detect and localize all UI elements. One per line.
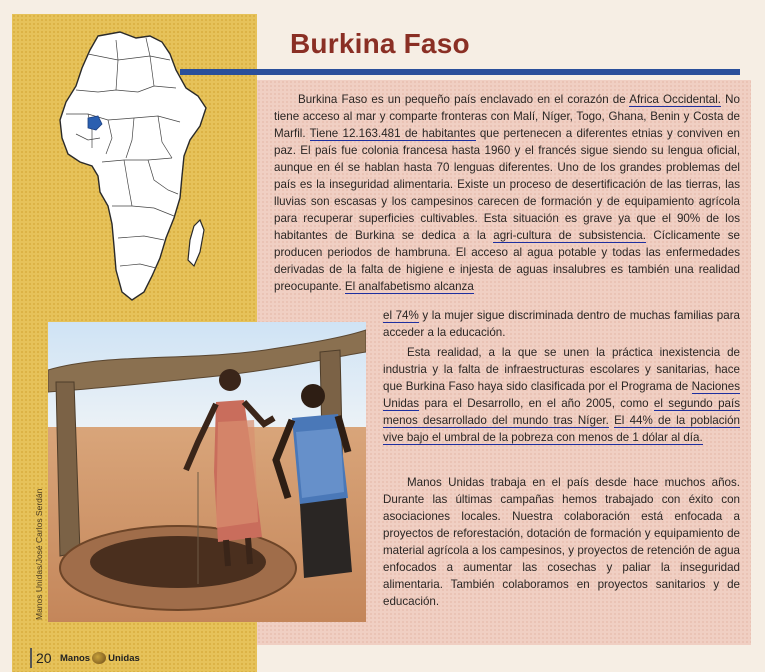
africa-map-icon [58,30,208,302]
p4-text: Manos Unidas trabaja en el país desde hace muchos años. Durante las últimas campañas hemos trabajado con éxito con asociaciones locales. Nuestra colaboración está enfocada a proyectos de reforestación, dotación de formación y equipamiento de material agrícola a los campesinos, y proyectos de retención de agua enfocados a aumentar las cosechas y paliar la inseguridad alimentaria. También colaboramos en proyectos sanitarios y de educación. [383,476,740,608]
madagascar-outline [188,220,204,266]
title-rule [180,69,740,75]
logo-text-right: Unidas [108,652,140,664]
p1-underline-agricultura: agri-cultura de subsistencia. [493,229,646,242]
p2-underline-74: el 74% [383,309,419,322]
p1-underline-habitantes: Tiene 12.163.481 de habitantes [309,127,476,140]
logo-text-left: Manos [60,652,91,664]
p2-text: y la mujer sigue discriminada dentro de muchas familias para acceder a la educación. [383,309,741,339]
paragraph-2 [383,307,740,341]
p1-text-d: Cíclicamente se producen periodos de hambruna. El acceso al agua potable y todas las enfermedades derivadas de la falta de higiene e injesta de aguas insalubres es también una realidad preocupante. [274,229,740,293]
p3-underline-segundo: el segundo país menos desarrollado del mundo tras Níger. [383,397,740,427]
p3-text-a: Esta realidad, a la que se unen la práctica inexistencia de industria y la falta de infraestructuras escolares y sanitarias, hace que Burkina Faso haya sido clasificada por el Programa de [383,346,740,393]
footer-logo [60,652,140,664]
footer-rule [30,648,32,668]
p1-text-b: No tiene acceso al mar y comparte fronteras con Malí, Níger, Togo, Ghana, Benin y Costa de Marfil. [274,93,740,140]
p1-underline-africa: Africa Occidental. [629,93,722,106]
p1-text-a: Burkina Faso es un pequeño país enclavado en el corazón de [298,93,630,106]
page-number: 20 [36,650,52,666]
page-title: Burkina Faso [290,28,470,59]
p3-underline-pobreza: El 44% de la población vive bajo el umbral de la pobreza con menos de 1 dólar al día. [383,414,740,444]
p3-underline-naciones: Naciones Unidas [383,380,740,410]
p1-underline-analfabetismo: El analfabetismo alcanza [344,280,474,293]
paragraph-4 [383,474,740,610]
photo-credit [34,610,44,620]
paragraph-1 [274,91,740,295]
well-photo [48,322,366,622]
well-opening [90,536,266,588]
p3-text-b: para el Desarrollo, en el año 2005, como [419,397,654,410]
p1-text-c: que pertenecen a diferentes etnias y conviven en paz. El país fue colonia francesa hasta 1960 y el francés sigue siendo su lengua oficial, aunque en él se hablan hasta 70 lenguas diferentes. Uno de los grandes problemas del país es la inseguridad alimentaria. Existe un proceso de desertificación de las tierras, las lluvias son escasas y los campesinos carecen de formación y de equipamiento agrícola para recuperar superficies cultivables. Esta situación es grave ya que el 90% de los habitantes de Burkina se dedica a la [274,127,740,242]
paragraph-3 [383,344,740,446]
manos-unidas-globe-icon [92,652,106,664]
africa-outline [60,32,206,300]
